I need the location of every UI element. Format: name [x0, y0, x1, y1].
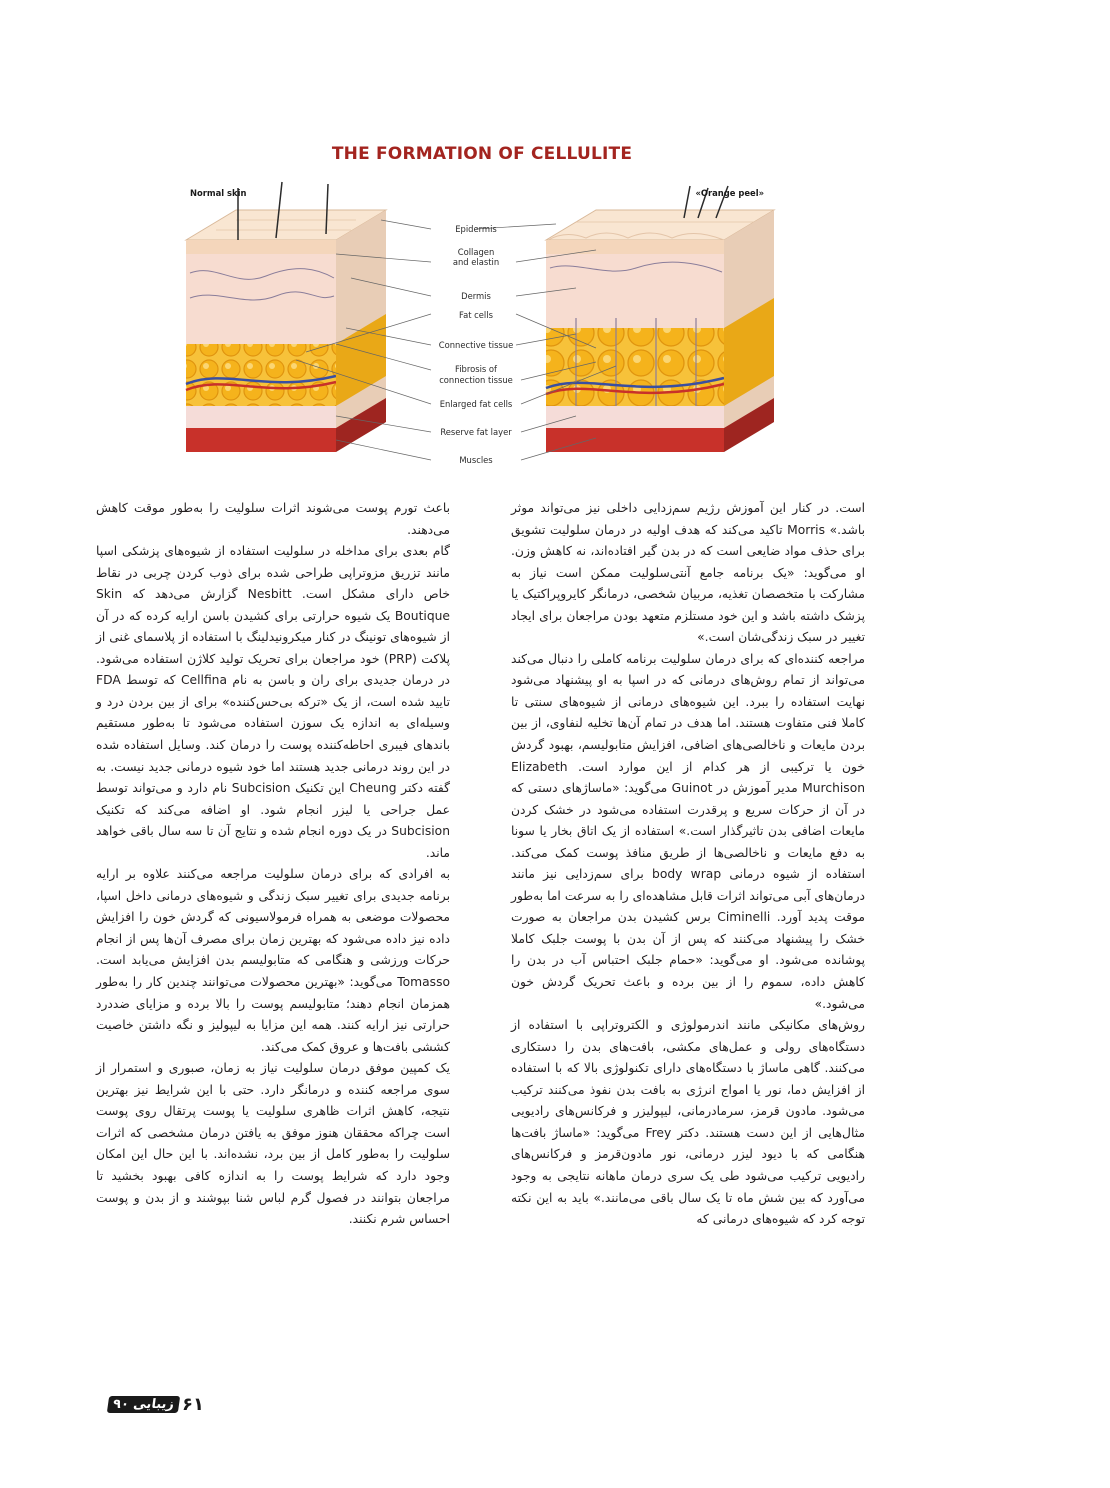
label-fat-cells: Fat cells [459, 310, 493, 320]
cellulite-figure [176, 138, 788, 476]
figure-title: THE FORMATION OF CELLULITE [331, 144, 633, 164]
page-footer [108, 1392, 204, 1416]
text-column-right [511, 498, 865, 1231]
magazine-logo: زیبایی ۹۰ [107, 1396, 180, 1413]
label-fibrosis-2: connection tissue [439, 375, 513, 385]
label-dermis: Dermis [461, 291, 491, 301]
label-enlarged-fat: Enlarged fat cells [439, 399, 513, 409]
paragraph: مراجعه کننده‌ای که برای درمان سلولیت برنامه کاملی را دنبال می‌کند می‌تواند از تمام روش‌های درمانی که در اسپا به او پیشنهاد می‌شود نهایت استفاده را ببرد. این شیوه‌های درمانی از شیوه‌های سنتی تا کاملا فنی متفاوت هستند. اما هدف در تمام آن‌ها تخلیه لنفاوی، از بین بردن مایعات و ناخالصی‌های اضافی، افزایش متابولیسم، بهبود گردش خون یا ترکیبی از هر کدام از این موارد است. Elizabeth Murchison مدیر آموزش در Guinot می‌گوید: «ماساژهای دستی که در آن از حرکات سریع و پرقدرت استفاده می‌شود در خشک کردن مایعات اضافی بدن تاثیرگذار است.» استفاده از یک اتاق بخار یا سونا به دفع مایعات و ناخالصی‌ها از طریق منافذ پوست کمک می‌کند. استفاده از شیوه درمانی body wrap برای سم‌زدایی نیز مانند درمان‌های آبی می‌تواند اثرات قابل مشاهده‌ای را به سرعت اما به‌طور موقت پدید آورد. Ciminelli برس کشیدن بدن مراجعان به صورت خشک را پیشنهاد می‌کنند که پس از آن بدن با پوست جلبک کاملا پوشانده می‌شود. او می‌گوید: «حمام جلبک احتباس آب در بدن را کاهش داده، سموم را از بین برده و باعث تحریک گردش خون می‌شود.» [511, 651, 866, 1011]
page-number: ۶۱ [182, 1393, 204, 1415]
label-fibrosis: Fibrosis of [454, 364, 498, 374]
label-connective-tissue: Connective tissue [438, 340, 514, 350]
paragraph: روش‌های مکانیکی مانند اندرمولوژی و الکتروتراپی با استفاده از دستگاه‌های رولی و عمل‌های مکشی، بافت‌های بدن را دستکاری می‌کنند. گاهی ماساژ با دستگاه‌های دارای تکنولوژی بالا که با استفاده از افزایش دما، نور یا امواج انرژی به بافت بدن نفوذ می‌کنند ترکیب می‌شود. مادون قرمز، سرمادرمانی، لیپولیزر و فرکانس‌های رادیویی مثال‌هایی از این دست هستند. دکتر Frey می‌گوید: «ماساژ بافت‌ها هنگامی که با دیود لیزر درمانی، نور مادون‌قرمز و فرکانس‌های رادیویی ترکیب می‌شود طی یک سری درمان ماهانه نتایجی به وجود می‌آورد که بین شش ماه تا یک سال باقی می‌مانند.» باید به این نکته توجه کرد که شیوه‌های درمانی که [511, 1018, 865, 1227]
paragraph: گام بعدی برای مداخله در سلولیت استفاده از شیوه‌های پزشکی اسپا مانند تزریق مزوتراپی طراحی شده برای ذوب کردن چربی در نقاط خاص دارای مشکل است. Nesbitt گزارش می‌دهد که Skin Boutique یک شیوه حرارتی برای کشیدن باسن ارایه کرده که در آن از شیوه‌های تونینگ در کنار میکرونیدلینگ با استفاده از پلاسمای غنی از پلاکت (PRP) خود مراجعان برای تحریک تولید کلاژن استفاده می‌شود. در درمان جدیدی برای ران و باسن به نام Cellfina که توسط FDA تایید شده است، از یک «ترکه بی‌حس‌کننده» برای از بین بردن درد و وسیله‌ای به اندازه یک سوزن استفاده می‌شود تا به‌طور مستقیم باندهای فیبری احاطه‌کننده پوست را درمان کند. وسایل استفاده شده در این روند درمانی جدید هستند اما خود شیوه درمانی جدید نیست. به گفته دکتر Cheung این تکنیک Subcision نام دارد و می‌تواند توسط عمل جراحی یا لیزر انجام شود. او اضافه می‌کند که تکنیک Subcision در یک دوره انجام شده و نتایج آن تا سه سال باقی خواهد ماند. [95, 544, 450, 860]
right-heading: «Orange peel» [695, 188, 764, 198]
left-heading: Normal skin [190, 188, 247, 198]
label-collagen: Collagen [457, 247, 495, 257]
normal-skin-block [186, 182, 386, 452]
label-epidermis: Epidermis [455, 224, 497, 234]
orange-peel-block [546, 186, 774, 452]
paragraph: باعث تورم پوست می‌شوند اثرات سلولیت را به‌طور موقت کاهش می‌دهند. [96, 501, 450, 537]
label-muscles: Muscles [459, 455, 493, 465]
cellulite-diagram [176, 138, 788, 476]
paragraph: است. در کنار این آموزش رژیم سم‌زدایی داخلی نیز می‌تواند موثر باشد.» Morris تاکید می‌کند که هدف اولیه در درمان سلولیت تشویق برای حذف مواد ضایعی است که در بدن گیر افتاده‌اند، نه کاهش وزن. او می‌گوید: «یک برنامه جامع آنتی‌سلولیت ممکن است نیاز به مشارکت با متخصصان تغذیه، مربیان شخصی، درمانگر کایروپراکتیک یا پزشک داشته باشد و این خود مستلزم متعهد بودن مراجعان برای ایجاد تغییر در سبک زندگی‌شان است.» [511, 501, 865, 645]
paragraph: یک کمپین موفق درمان سلولیت نیاز به زمان، صبوری و استمرار از سوی مراجعه کننده و درمانگر دارد. حتی با این شرایط نیز بهترین نتیجه، کاهش اثرات ظاهری سلولیت یا پوست پرتقال روی پوست است چراکه محققان هنوز موفق به یافتن درمان مشخصی که اثرات سلولیت را به‌طور کامل از بین برد، نشده‌اند. با این حال این امکان وجود دارد که شرایط پوست را به اندازه کافی بهبود بخشید تا مراجعان بتوانند در فصول گرم لباس شنا بپوشند و از بدن و پوست احساس شرم نکنند. [96, 1061, 450, 1227]
label-reserve-fat: Reserve fat layer [440, 427, 512, 437]
label-collagen-2: and elastin [452, 257, 500, 267]
text-column-left [96, 498, 450, 1231]
paragraph: به افرادی که برای درمان سلولیت مراجعه می‌کنند علاوه بر ارایه برنامه جدیدی برای تغییر سبک زندگی و شیوه‌های درمانی داخل اسپا، محصولات موضعی به همراه فرمولاسیونی که گردش خون را افزایش داده نیز داده می‌شود که بهترین زمان برای مصرف آن‌ها پس از انجام حرکات ورزشی و هنگامی که متابولیسم بدن افزایش می‌یابد است. Tomasso می‌گوید: «بهترین محصولات می‌توانند چندین کار را به‌طور همزمان انجام دهند؛ متابولیسم پوست را بالا برده و مزایای ضددرد حرارتی نیز ارایه کنند. همه این مزایا به لیپولیز و نگه داشتن خاصیت کششی بافت‌ها و عروق کمک می‌کند. [96, 867, 450, 1054]
